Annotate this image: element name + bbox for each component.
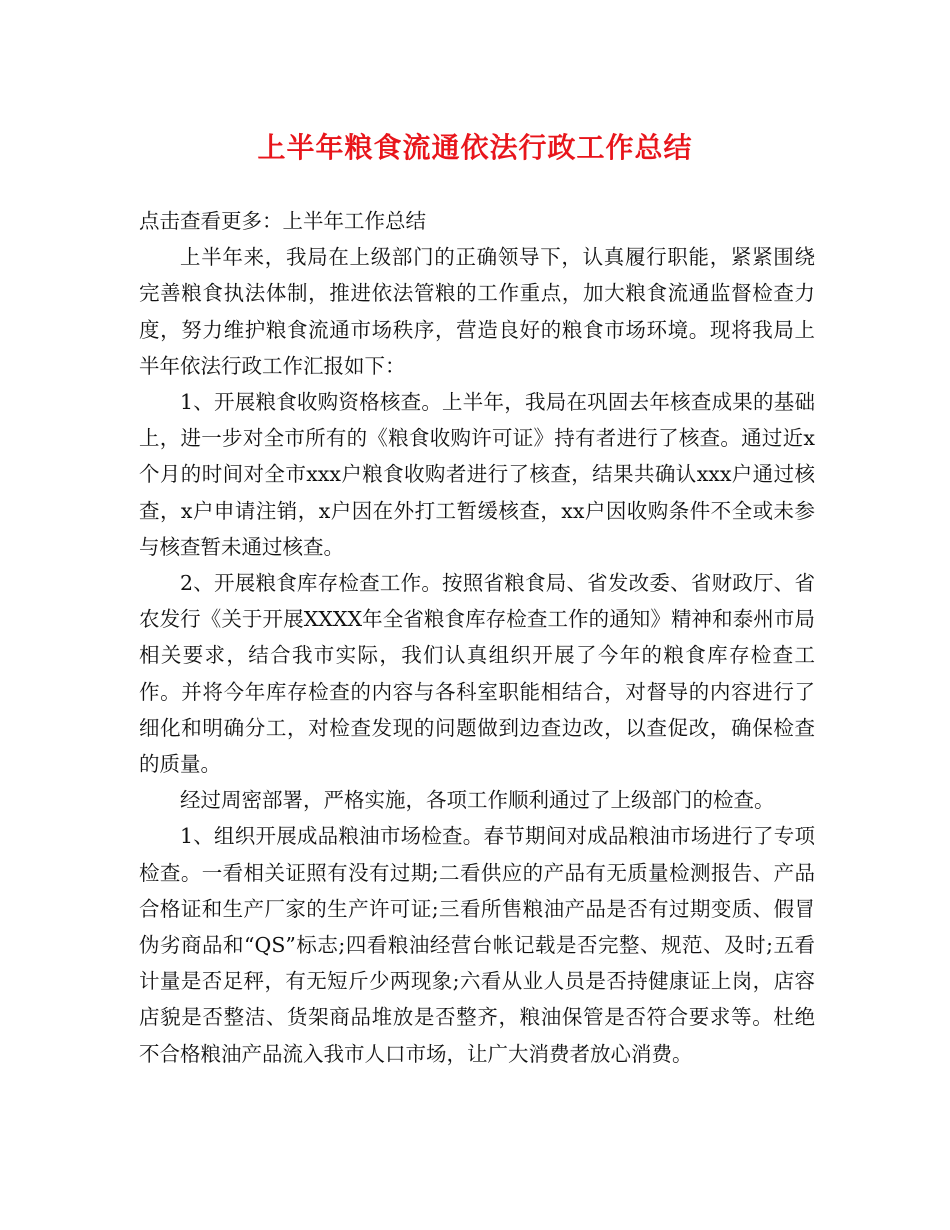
paragraph-summary: 经过周密部署，严格实施，各项工作顺利通过了上级部门的检查。 <box>180 788 775 813</box>
paragraph-item-2: 2、开展粮食库存检查工作。按照省粮食局、省发改委、省财政厅、省农发行《关于开展XXXX年全省粮食库存检查工作的通知》精神和泰州市局相关要求，结合我市实际，我们认真组织开展了今年的粮食库存检查工作。并将今年库存检查的内容与各科室职能相结合，对督导的内容进行了细化和明确分工，对检查发现的问题做到边查边改，以查促改，确保检查的质量。 <box>139 571 815 777</box>
paragraph-item-market-check: 1、组织开展成品粮油市场检查。春节期间对成品粮油市场进行了专项检查。一看相关证照有没有过期;二看供应的产品有无质量检测报告、产品合格证和生产厂家的生产许可证;三看所售粮油产品是否有过期变质、假冒伪劣商品和“QS”标志;四看粮油经营台帐记载是否完整、规范、及时;五看计量是否足秤，有无短斤少两现象;六看从业人员是否持健康证上岗，店容店貌是否整洁、货架商品堆放是否整齐，粮油保管是否符合要求等。杜绝不合格粮油产品流入我市人口市场，让广大消费者放心消费。 <box>139 824 815 1066</box>
document-body <box>139 203 815 1072</box>
more-link[interactable]: 点击查看更多：上半年工作总结 <box>139 209 426 233</box>
paragraph-item-1: 1、开展粮食收购资格核查。上半年，我局在巩固去年核查成果的基础上，进一步对全市所有的《粮食收购许可证》持有者进行了核查。通过近x个月的时间对全市xxx户粮食收购者进行了核查，结果共确认xxx户通过核查，x户申请注销，x户因在外打工暂缓核查，xx户因收购条件不全或未参与核查暂未通过核查。 <box>139 390 815 559</box>
document-title: 上半年粮食流通依法行政工作总结 <box>257 131 693 164</box>
paragraph-intro: 上半年来，我局在上级部门的正确领导下，认真履行职能，紧紧围绕完善粮食执法体制，推进依法管粮的工作重点，加大粮食流通监督检查力度，努力维护粮食流通市场秩序，营造良好的粮食市场环境。现将我局上半年依法行政工作汇报如下： <box>139 245 815 378</box>
